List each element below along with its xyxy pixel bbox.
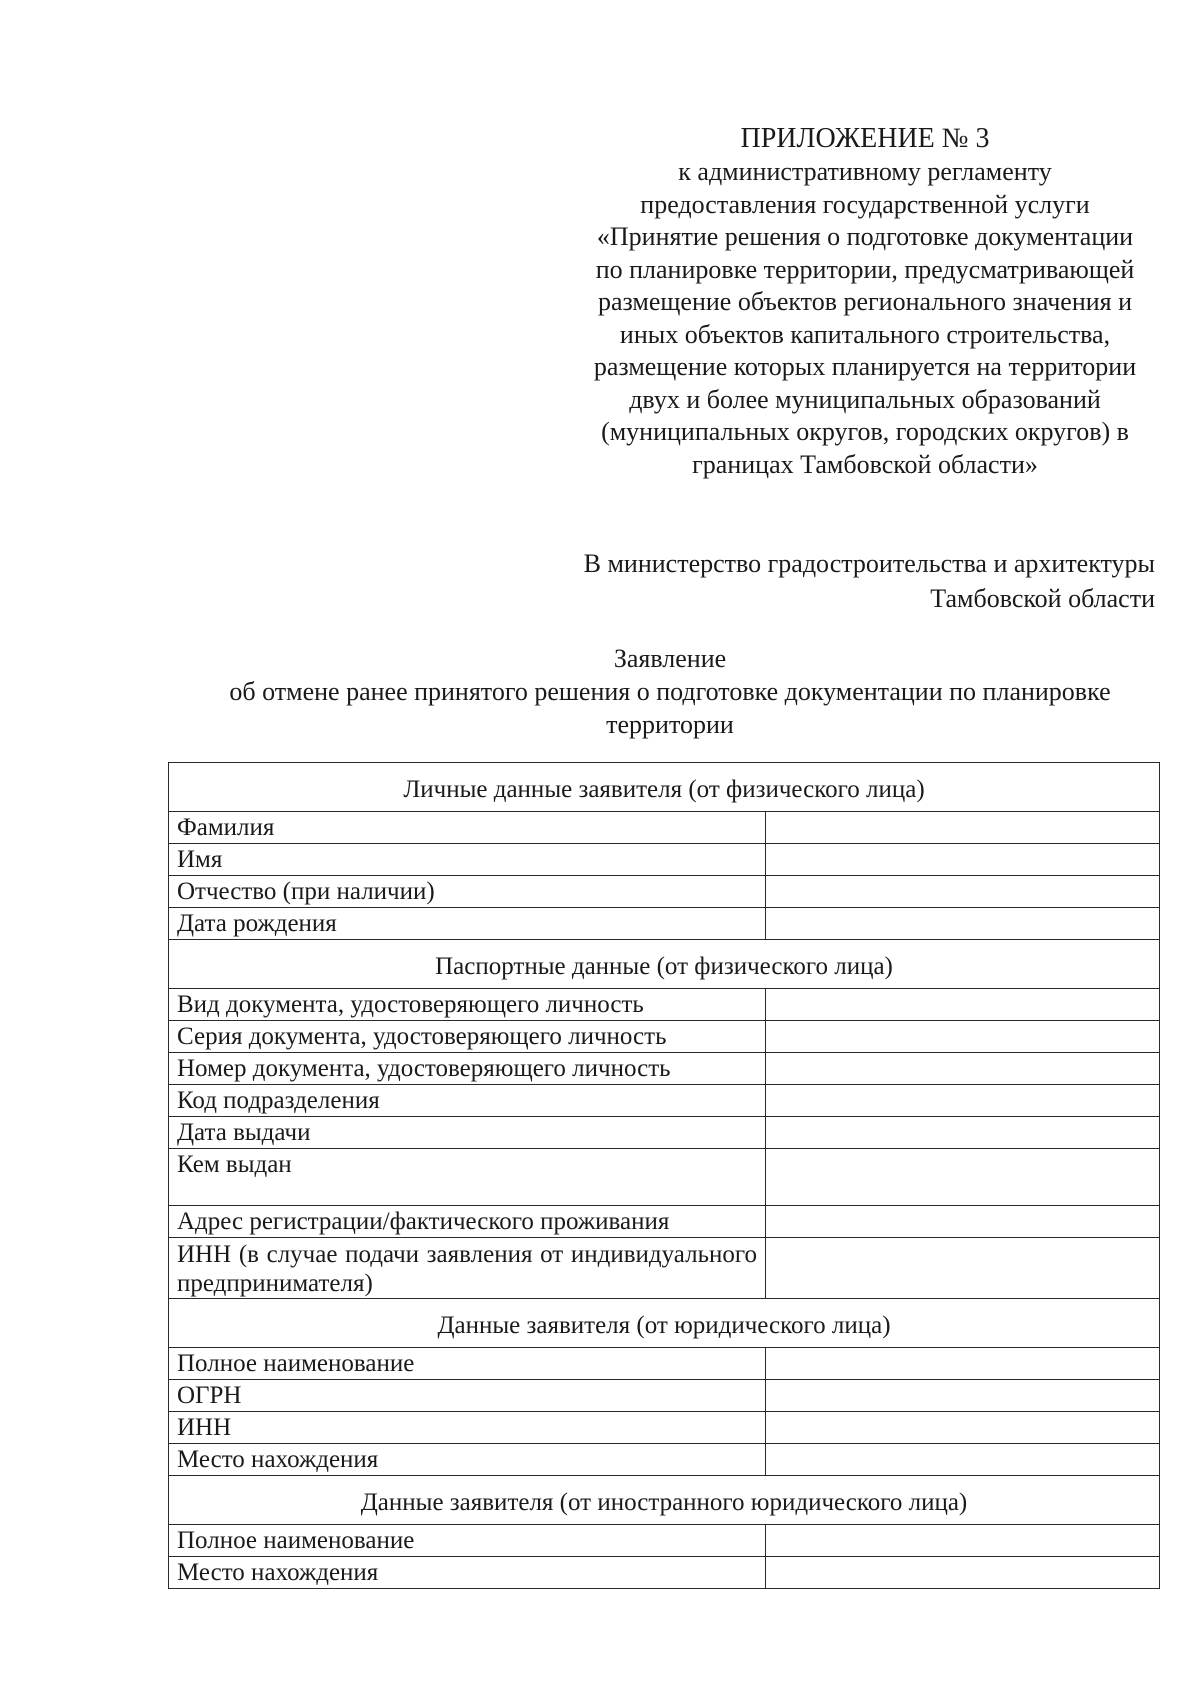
table-row xyxy=(169,1053,1160,1085)
appendix-line: размещение которых планируется на территории xyxy=(593,352,1137,381)
appendix-line: двух и более муниципальных образований xyxy=(629,384,1101,414)
appendix-line: иных объектов капитального строительства, xyxy=(619,319,1111,349)
table-row xyxy=(169,1444,1160,1476)
field-value-cell[interactable] xyxy=(766,1085,1160,1117)
field-value-cell[interactable] xyxy=(766,1149,1160,1206)
appendix-line: размещение объектов регионального значения и xyxy=(597,287,1133,316)
table-row xyxy=(169,1085,1160,1117)
field-value-cell[interactable] xyxy=(766,1206,1160,1238)
appendix-title: ПРИЛОЖЕНИЕ № 3 xyxy=(740,123,990,154)
statement-subtitle-line-2: территории xyxy=(606,710,734,739)
field-label: Кем выдан xyxy=(169,1149,766,1206)
inn-label-text: ИНН (в случае подачи заявления от индивидуального предпринимателя) xyxy=(177,1241,757,1297)
field-label: ОГРН xyxy=(169,1380,766,1412)
field-value-cell[interactable] xyxy=(766,1444,1160,1476)
field-value-cell[interactable] xyxy=(766,1238,1160,1299)
table-row xyxy=(169,1117,1160,1149)
field-value-cell[interactable] xyxy=(766,812,1160,844)
table-row xyxy=(169,1348,1160,1380)
field-value-cell[interactable] xyxy=(766,1021,1160,1053)
table-row xyxy=(169,1412,1160,1444)
field-label: Адрес регистрации/фактического проживания xyxy=(169,1206,766,1238)
field-label: Имя xyxy=(169,844,766,876)
field-label: Серия документа, удостоверяющего личность xyxy=(169,1021,766,1053)
table-row xyxy=(169,844,1160,876)
table-row xyxy=(169,1525,1160,1557)
recipient-block xyxy=(455,546,1155,616)
field-label xyxy=(169,1238,766,1299)
table-row xyxy=(169,812,1160,844)
field-value-cell[interactable] xyxy=(766,1412,1160,1444)
section-header-foreign: Данные заявителя (от иностранного юридического лица) xyxy=(169,1476,1160,1525)
field-label: Код подразделения xyxy=(169,1085,766,1117)
statement-title: Заявление xyxy=(613,644,727,673)
section-header-passport: Паспортные данные (от физического лица) xyxy=(169,940,1160,989)
appendix-line: «Принятие решения о подготовке документации xyxy=(596,222,1134,251)
field-value-cell[interactable] xyxy=(766,1117,1160,1149)
recipient-line-1: В министерство градостроительства и архитектуры xyxy=(583,549,1155,578)
application-form-table xyxy=(168,762,1160,1589)
field-value-cell[interactable] xyxy=(766,1053,1160,1085)
field-value-cell[interactable] xyxy=(766,844,1160,876)
table-row xyxy=(169,1021,1160,1053)
field-label: Фамилия xyxy=(169,812,766,844)
field-value-cell[interactable] xyxy=(766,1380,1160,1412)
table-row xyxy=(169,1557,1160,1589)
appendix-line: границах Тамбовской области» xyxy=(692,449,1038,479)
field-value-cell[interactable] xyxy=(766,1348,1160,1380)
field-label: Место нахождения xyxy=(169,1557,766,1589)
section-header-individual: Личные данные заявителя (от физического лица) xyxy=(169,763,1160,812)
field-label: Дата рождения xyxy=(169,908,766,940)
table-row xyxy=(169,908,1160,940)
appendix-line: к административному регламенту xyxy=(678,157,1052,186)
field-label: Место нахождения xyxy=(169,1444,766,1476)
field-label: Полное наименование xyxy=(169,1525,766,1557)
statement-subtitle-line-1: об отмене ранее принятого решения о подготовке документации по планировке xyxy=(229,677,1111,706)
recipient-line-2: Тамбовской области xyxy=(930,584,1155,613)
field-label: Отчество (при наличии) xyxy=(169,876,766,908)
field-label: Вид документа, удостоверяющего личность xyxy=(169,989,766,1021)
field-value-cell[interactable] xyxy=(766,1557,1160,1589)
field-label: Полное наименование xyxy=(169,1348,766,1380)
table-row xyxy=(169,989,1160,1021)
field-value-cell[interactable] xyxy=(766,1525,1160,1557)
appendix-line: по планировке территории, предусматривающей xyxy=(595,254,1135,284)
appendix-line: предоставления государственной услуги xyxy=(640,189,1090,219)
field-value-cell[interactable] xyxy=(766,989,1160,1021)
table-row xyxy=(169,1238,1160,1299)
appendix-line: (муниципальных округов, городских округов) в xyxy=(601,417,1129,446)
field-value-cell[interactable] xyxy=(766,876,1160,908)
section-header-legal: Данные заявителя (от юридического лица) xyxy=(169,1299,1160,1348)
field-label: Номер документа, удостоверяющего личность xyxy=(169,1053,766,1085)
table-row xyxy=(169,1149,1160,1206)
table-row xyxy=(169,876,1160,908)
statement-heading xyxy=(170,642,1170,741)
table-row xyxy=(169,1206,1160,1238)
table-row xyxy=(169,1380,1160,1412)
field-label: ИНН xyxy=(169,1412,766,1444)
appendix-block xyxy=(555,122,1175,481)
field-label: Дата выдачи xyxy=(169,1117,766,1149)
field-value-cell[interactable] xyxy=(766,908,1160,940)
